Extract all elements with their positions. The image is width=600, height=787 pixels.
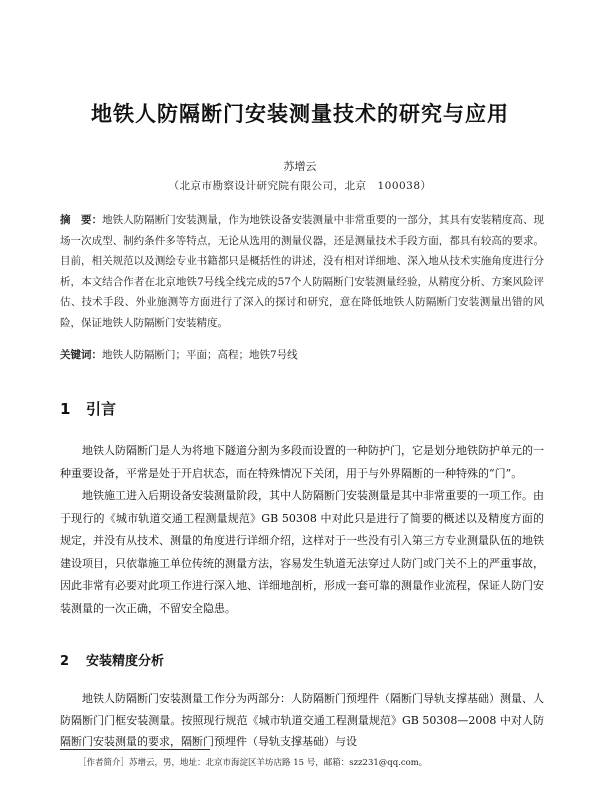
section-2-heading [60, 650, 164, 669]
section-1-title: 引言 [86, 400, 117, 418]
abstract-text: 地铁人防隔断门安装测量，作为地铁设备安装测量中非常重要的一部分，其具有安装精度高、现场一次成型、制约条件多等特点，无论从选用的测量仪器，还是测量技术手段方面，都具有较高的要求。目前，相关规范以及测绘专业书籍都只是概括性的讲述，没有相对详细地、深入地从技术实施角度进行分析，本文结合作者在北京地铁7号线全线完成的57个人防隔断门安装测量经验，从精度分析、方案风险评估、技术手段、外业施测等方面进行了深入的探讨和研究，意在降低地铁人防隔断门安装测量出错的风险，保证地铁人防隔断门安装精度。 [60, 214, 545, 329]
paper-title: 地铁人防隔断门安装测量技术的研究与应用 [91, 102, 509, 126]
section-1-body [60, 440, 544, 620]
author-affiliation: （北京市勘察设计研究院有限公司，北京 100038） [168, 180, 432, 192]
keywords-label: 关键词： [60, 349, 102, 361]
author-name: 苏增云 [283, 160, 317, 173]
keywords-text: 地铁人防隔断门；平面；高程；地铁7号线 [102, 349, 298, 361]
paragraph: 地铁人防隔断门安装测量工作分为两部分：人防隔断门预埋件（隔断门导轨支撑基础）测量、人防隔断门门框安装测量。按照现行规范《城市轨道交通工程测量规范》GB 50308—2008 中对人防隔断门安装测量的要求，隔断门预埋件（导轨支撑基础）与设 [60, 692, 544, 748]
section-2-body [60, 688, 544, 753]
section-2-number: 2 [60, 654, 70, 669]
section-1-number: 1 [60, 400, 71, 418]
abstract [60, 210, 544, 334]
author-footnote: ［作者简介］苏增云，男，地址：北京市海淀区羊坊店路 15 号，邮箱：szz231@qq.com。 [78, 758, 428, 768]
section-2-title: 安装精度分析 [86, 654, 165, 669]
footnote-rule [60, 749, 210, 750]
paragraph: 地铁施工进入后期设备安装测量阶段，其中人防隔断门安装测量是其中非常重要的一项工作。由于现行的《城市轨道交通工程测量规范》GB 50308 中对此只是进行了简要的概述以及精度方面的规定，并没有从技术、测量的角度进行详细介绍，这样对于一些没有引入第三方专业测量队伍的地铁建设项目，只依靠施工单位传统的测量方法，容易发生轨道无法穿过人防门或门关不上的严重事故，因此非常有必要对此项工作进行深入地、详细地剖析，形成一套可靠的测量作业流程，保证人防门安装测量的一次正确，不留安全隐患。 [60, 489, 544, 615]
paragraph: 地铁人防隔断门是人为将地下隧道分割为多段而设置的一种防护门，它是划分地铁防护单元的一种重要设备，平常是处于开启状态，而在特殊情况下关闭，用于与外界隔断的一种特殊的“门”。 [60, 444, 544, 480]
section-1-heading [60, 398, 116, 419]
abstract-label: 摘 要： [60, 214, 103, 226]
keywords [60, 345, 544, 365]
